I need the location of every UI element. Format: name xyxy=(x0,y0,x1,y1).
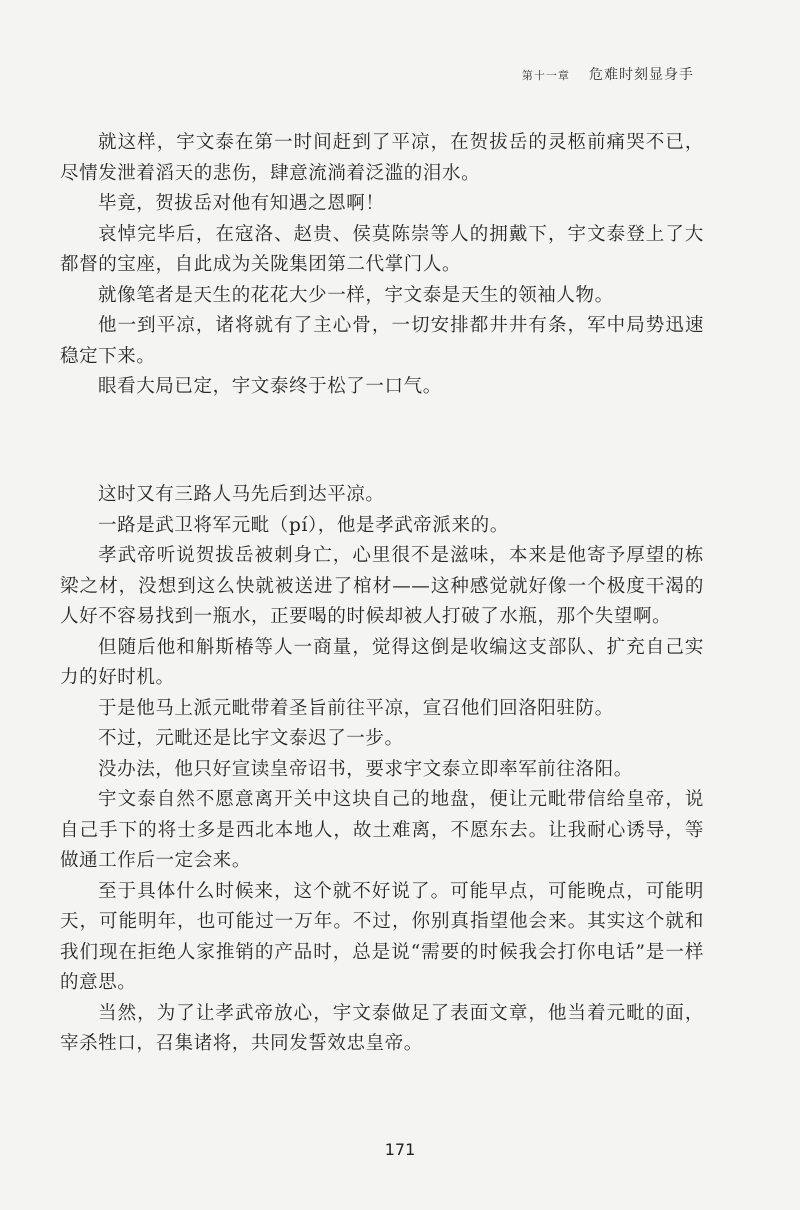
paragraph: 于是他马上派元毗带着圣旨前往平凉，宣召他们回洛阳驻防。 xyxy=(98,697,614,719)
paragraph: 就像笔者是天生的花花大少一样，宇文泰是天生的领袖人物。 xyxy=(98,284,614,306)
paragraph: 不过，元毗还是比宇文泰迟了一步。 xyxy=(98,728,404,749)
paragraph: 他一到平凉，诸将就有了主心骨，一切安排都井井有条，军中局势迅速稳定下来。 xyxy=(60,315,704,367)
paragraph: 但随后他和斛斯椿等人一商量，觉得这倒是收编这支部队、扩充自己实力的好时机。 xyxy=(60,636,704,688)
page-number: 171 xyxy=(384,1140,416,1159)
paragraph: 眼看大局已定，宇文泰终于松了一口气。 xyxy=(98,376,442,397)
chapter-number: 第十一章 xyxy=(521,69,570,82)
paragraph: 哀悼完毕后，在寇洛、赵贵、侯莫陈崇等人的拥戴下，宇文泰登上了大都督的宝座，自此成为关陇集团第二代掌门人。 xyxy=(60,223,704,275)
paragraph: 孝武帝听说贺拔岳被刺身亡，心里很不是滋味，本来是他寄予厚望的栋梁之材，没想到这么快就被送进了棺材——这种感觉就好像一个极度干渴的人好不容易找到一瓶水，正要喝的时候却被人打破了水瓶，那个失望啊。 xyxy=(60,545,704,627)
paragraph: 没办法，他只好宣读皇帝诏书，要求宇文泰立即率军前往洛阳。 xyxy=(98,758,633,780)
text-block-after-break xyxy=(60,480,704,1060)
text-block-before-break xyxy=(60,128,704,403)
paragraph: 宇文泰自然不愿意离开关中这块自己的地盘，便让元毗带信给皇帝，说自己手下的将士多是西北本地人，故土难离，不愿东去。让我耐心诱导，等做通工作后一定会来。 xyxy=(60,789,704,871)
paragraph: 就这样，宇文泰在第一时间赶到了平凉，在贺拔岳的灵柩前痛哭不已，尽情发泄着滔天的悲伤，肆意流淌着泛滥的泪水。 xyxy=(60,132,704,184)
paragraph: 毕竟，贺拔岳对他有知遇之恩啊！ xyxy=(98,193,385,214)
paragraph: 一路是武卫将军元毗（pí），他是孝武帝派来的。 xyxy=(98,514,509,536)
paragraph: 这时又有三路人马先后到达平凉。 xyxy=(98,484,385,505)
chapter-title: 危难时刻显身手 xyxy=(589,67,694,83)
paragraph: 当然，为了让孝武帝放心，宇文泰做足了表面文章，他当着元毗的面，宰杀牲口，召集诸将，共同发誓效忠皇帝。 xyxy=(60,1002,704,1054)
paragraph: 至于具体什么时候来，这个就不好说了。可能早点，可能晚点，可能明天，可能明年，也可能过一万年。不过，你别真指望他会来。其实这个就和我们现在拒绝人家推销的产品时，总是说“需要的时候我会打你电话”是一样的意思。 xyxy=(60,880,704,993)
running-header xyxy=(522,64,694,84)
